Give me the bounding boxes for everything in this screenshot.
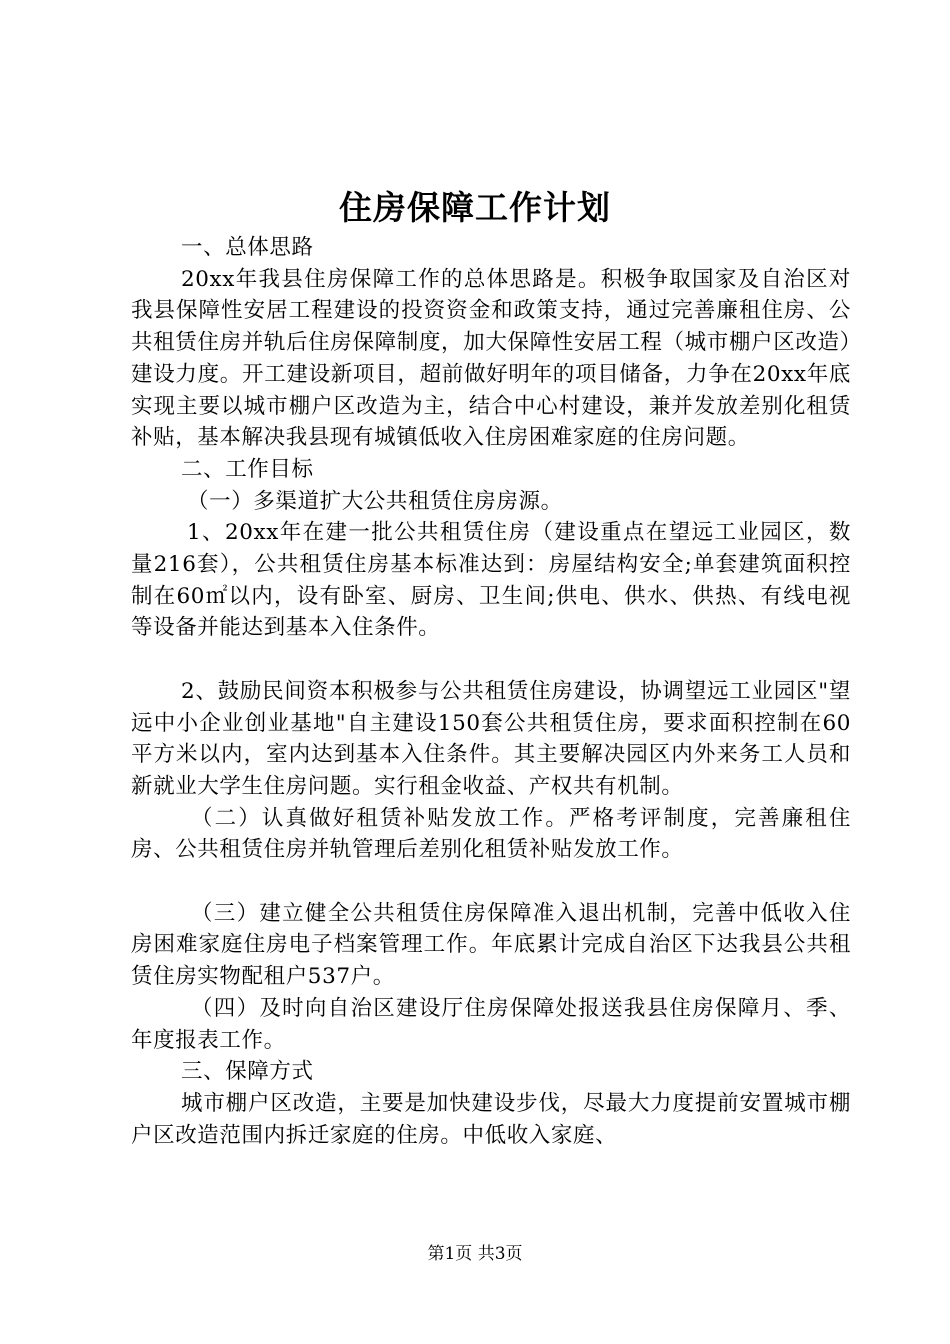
section-heading-1: 一、总体思路 [181,235,314,260]
section-heading-3: 三、保障方式 [181,1059,314,1085]
section-heading-2: 二、工作目标 [181,456,314,482]
paragraph-item-2: 2、鼓励民间资本积极参与公共租赁住房建设，协调望远工业园区"望远中小企业创业基地"自主建设150套公共租赁住房，要求面积控制在60平方米以内，室内达到基本入住条件。其主要解决园区内外来务工人员和新就业大学生住房问题。实行租金收益、产权共有机制。 [131,678,851,799]
document-title: 住房保障工作计划 [339,188,611,227]
subsection-2: （二）认真做好租赁补贴发放工作。严格考评制度，完善廉租住房、公共租赁住房并轨管理后差别化租赁补贴发放工作。 [131,805,851,863]
paragraph-gap [131,644,851,676]
subsection-4: （四）及时向自治区建设厅住房保障处报送我县住房保障月、季、年度报表工作。 [131,995,851,1053]
subsection-1: （一）多渠道扩大公共租赁住房房源。 [187,488,563,514]
page-footer: 第1页 共3页 [427,1244,523,1264]
paragraph-guarantee-methods: 城市棚户区改造，主要是加快建设步伐，尽最大力度提前安置城市棚户区改造范围内拆迁家庭的住房。中低收入家庭、 [131,1090,851,1148]
paragraph-gap [131,866,851,898]
document-body [131,232,851,1151]
paragraph-item-1: 1、20xx年在建一批公共租赁住房（建设重点在望远工业园区，数量216套），公共租赁住房基本标准达到：房屋结构安全;单套建筑面积控制在60㎡以内，设有卧室、厨房、卫生间;供电、供水、供热、有线电视等设备并能达到基本入住条件。 [131,520,851,641]
paragraph-overall-approach: 20xx年我县住房保障工作的总体思路是。积极争取国家及自治区对我县保障性安居工程建设的投资资金和政策支持，通过完善廉租住房、公共租赁住房并轨后住房保障制度，加大保障性安居工程（城市棚户区改造）建设力度。开工建设新项目，超前做好明年的项目储备，力争在20xx年底实现主要以城市棚户区改造为主，结合中心村建设，兼并发放差别化租赁补贴，基本解决我县现有城镇低收入住房困难家庭的住房问题。 [131,266,851,451]
subsection-3: （三）建立健全公共租赁住房保障准入退出机制，完善中低收入住房困难家庭住房电子档案管理工作。年底累计完成自治区下达我县公共租赁住房实物配租户537户。 [131,900,851,990]
